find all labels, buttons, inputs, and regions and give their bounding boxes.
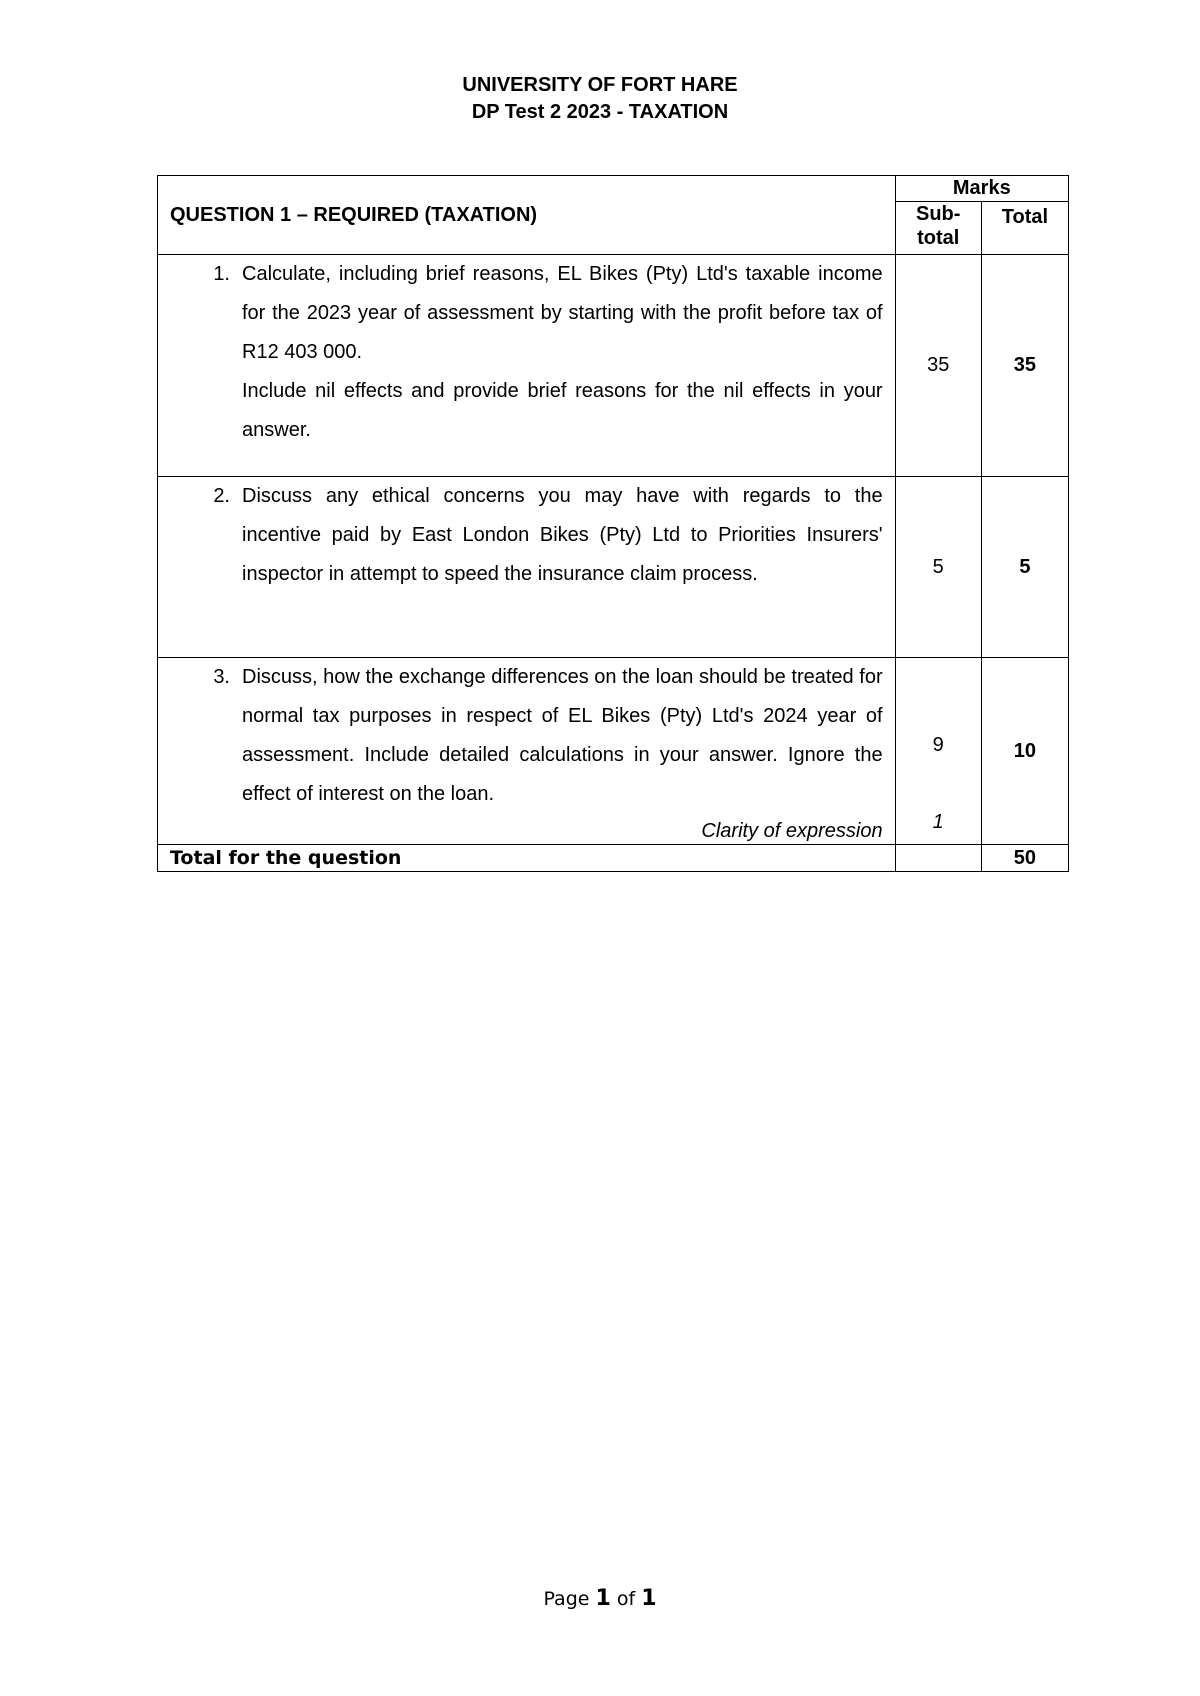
table-row bbox=[158, 255, 1069, 477]
subtotal-header bbox=[895, 202, 981, 255]
document-header bbox=[0, 72, 1200, 126]
item-text: Discuss, how the exchange differences on the loan should be treated for normal tax purposes in respect of EL Bikes (Pty) Ltd's 2024 year of assessment. Include detailed calculations in your answer. Ignore the effect of interest on the loan. bbox=[242, 666, 883, 805]
item-subtotal: 35 bbox=[895, 255, 981, 477]
question-item-3 bbox=[158, 658, 896, 845]
question-table bbox=[157, 175, 1069, 872]
question-grand-total: 50 bbox=[981, 845, 1068, 872]
subtotal-header-line1: Sub- bbox=[915, 203, 961, 225]
university-name: UNIVERSITY OF FORT HARE bbox=[462, 74, 738, 96]
table-row bbox=[158, 658, 1069, 845]
question-item-2 bbox=[158, 477, 896, 658]
item-text-note: Include nil effects and provide brief reasons for the nil effects in your answer. bbox=[242, 380, 883, 441]
page-footer bbox=[0, 1586, 1200, 1611]
clarity-label: Clarity of expression bbox=[701, 820, 883, 842]
item-total: 10 bbox=[981, 658, 1068, 845]
item-subtotal-cell bbox=[895, 658, 981, 845]
total-row-subtotal-empty bbox=[895, 845, 981, 872]
test-title: DP Test 2 2023 - TAXATION bbox=[471, 101, 729, 123]
item-total: 5 bbox=[981, 477, 1068, 658]
item-subtotal: 5 bbox=[895, 477, 981, 658]
total-for-question-label: Total for the question bbox=[158, 845, 896, 872]
question-item-1 bbox=[158, 255, 896, 477]
subtotal-header-line2: total bbox=[917, 227, 960, 249]
item-number: 1. bbox=[213, 263, 230, 285]
page-word: Page bbox=[543, 1588, 590, 1610]
page-number: 1 bbox=[595, 1586, 611, 1611]
item-text: Discuss any ethical concerns you may have with regards to the incentive paid by East London Bikes (Pty) Ltd to Priorities Insurers' inspector in attempt to speed the insurance claim process. bbox=[242, 485, 883, 585]
item-number: 2. bbox=[213, 485, 230, 507]
item-text: Calculate, including brief reasons, EL Bikes (Pty) Ltd's taxable income for the 2023 year of assessment by starting with the profit before tax of R12 403 000. bbox=[242, 263, 883, 363]
item-total: 35 bbox=[981, 255, 1068, 477]
table-row bbox=[158, 477, 1069, 658]
question-title: QUESTION 1 – REQUIRED (TAXATION) bbox=[158, 176, 896, 255]
total-header: Total bbox=[981, 202, 1068, 255]
item-number: 3. bbox=[213, 666, 230, 688]
of-word: of bbox=[616, 1588, 636, 1610]
marks-header: Marks bbox=[895, 176, 1068, 202]
clarity-subtotal: 1 bbox=[932, 811, 944, 833]
item-subtotal: 9 bbox=[932, 734, 944, 756]
total-row bbox=[158, 845, 1069, 872]
page-count: 1 bbox=[641, 1586, 657, 1611]
